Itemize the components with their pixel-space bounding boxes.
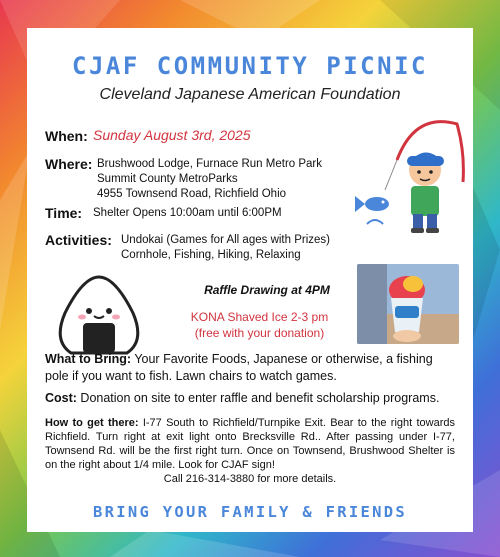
activities-line-2: Cornhole, Fishing, Hiking, Relaxing — [121, 249, 301, 261]
where-line-3: 4955 Townsend Road, Richfield Ohio — [97, 188, 287, 200]
raffle-text: Raffle Drawing at 4PM — [204, 283, 330, 297]
shaved-ice-photo — [357, 264, 459, 344]
where-line-1: Brushwood Lodge, Furnace Run Metro Park — [97, 158, 323, 170]
activities-label: Activities: — [45, 232, 112, 248]
cost-label: Cost: — [45, 391, 77, 405]
onigiri-illustration — [49, 271, 149, 361]
fishing-boy-illustration — [345, 112, 465, 242]
what-to-bring-label: What to Bring: — [45, 352, 132, 366]
time-label: Time: — [45, 205, 83, 221]
cost — [45, 390, 457, 407]
kona-line-2: (free with your donation) — [194, 326, 325, 340]
where-label: Where: — [45, 156, 93, 172]
activities-line-1: Undokai (Games for All ages with Prizes) — [121, 234, 330, 246]
directions-text: I-77 South to Richfield/Turnpike Exit. Bear to the right towards Richfield. Turn right at exit light onto Brecksville Rd.. After passing under I-77, Townsend Rd. will be the first right turn. Once on Townsend, Brushwood Shelter is on the right about 1/4 mile. Look for CJAF sign! — [45, 417, 455, 471]
when-label: When: — [45, 128, 88, 144]
flyer-card — [27, 28, 473, 532]
when-value: Sunday August 3rd, 2025 — [93, 127, 251, 143]
directions-label: How to get there: — [45, 417, 139, 429]
kona-shaved-ice — [172, 309, 347, 341]
time-value: Shelter Opens 10:00am until 6:00PM — [93, 207, 282, 219]
directions — [45, 416, 455, 472]
cost-text: Donation on site to enter raffle and benefit scholarship programs. — [76, 391, 440, 405]
flyer-title: CJAF COMMUNITY PICNIC — [72, 52, 428, 80]
what-to-bring — [45, 351, 457, 385]
kona-line-1: KONA Shaved Ice 2-3 pm — [190, 310, 329, 324]
flyer-subtitle: Cleveland Japanese American Foundation — [99, 86, 401, 103]
flyer-footer: BRING YOUR FAMILY & FRIENDS — [92, 503, 408, 521]
what-to-bring-text: Your Favorite Foods, Japanese or otherwise, a fishing pole if you want to fish. Lawn chairs to watch games. — [45, 352, 433, 383]
call-info: Call 216-314-3880 for more details. — [163, 473, 337, 485]
where-line-2: Summit County MetroParks — [97, 173, 238, 185]
